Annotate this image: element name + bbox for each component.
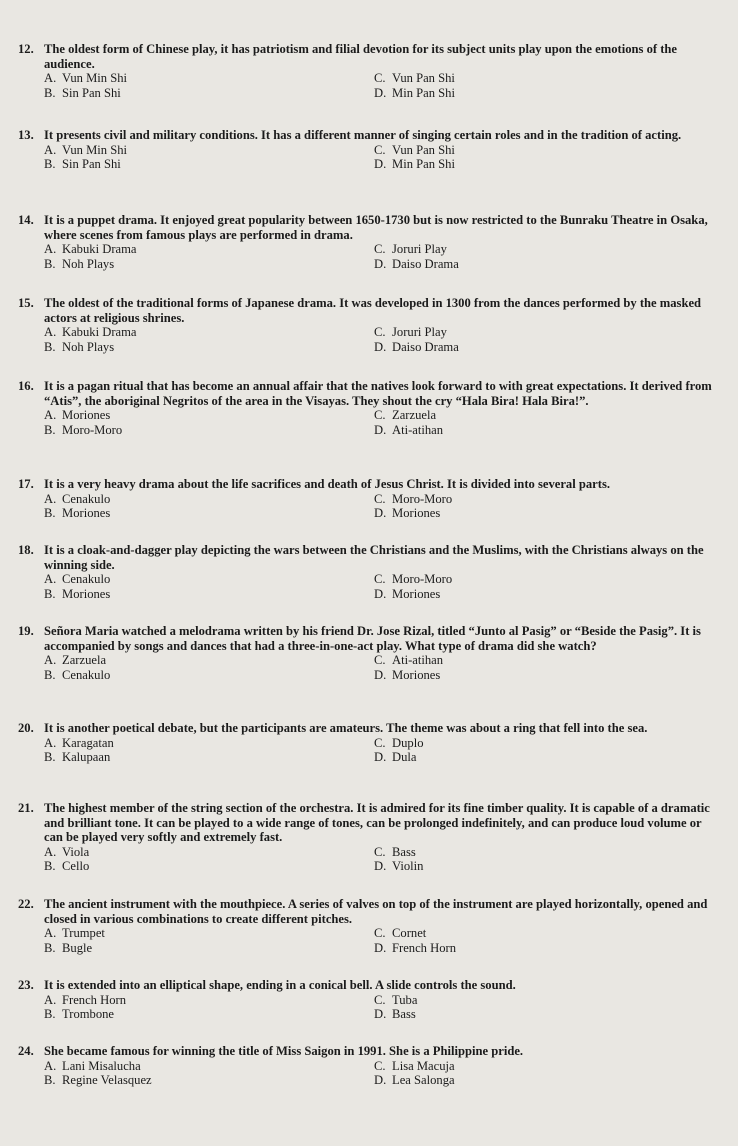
option-c: C. Joruri Play [374,325,447,340]
options [44,71,718,100]
option-b: B. Noh Plays [44,339,115,354]
question-24 [18,1044,718,1088]
option-text: Bugle [62,940,93,955]
question-stem [18,897,718,926]
question-stem [18,624,718,653]
question-stem [18,978,718,993]
question-text: It is a cloak-and-dagger play depicting the wars between the Christians and the Muslims, with the Christians always on the winning side. [44,543,704,572]
option-text: Violin [392,859,424,874]
question-number: 19. [18,624,34,638]
options [44,993,718,1022]
option-text: Moriones [62,506,111,521]
option-c: C. Vun Pan Shi [374,142,455,157]
question-number: 18. [18,543,34,557]
option-text: Moro-Moro [62,422,123,437]
question-number: 22. [18,897,34,911]
question-stem [18,801,718,845]
question-text: It is a puppet drama. It enjoyed great popularity between 1650-1730 but is now restricted to the Bunraku Theatre in Osaka, where scenes from famous plays are performed in drama. [44,213,708,242]
question-number: 21. [18,801,34,815]
option-c: C. Zarzuela [374,408,437,423]
option-c: C. Vun Pan Shi [374,71,455,86]
question-number: 13. [18,128,34,142]
question-text: It is a pagan ritual that has become an annual affair that the natives look forward to with great expectations. It derived from “Atis”, the aboriginal Negritos of the area in the Visayas. They shout the cry “Hala Bira! Hala Bira!”. [44,379,712,408]
option-text: Daiso Drama [392,339,459,354]
option-b: B. Sin Pan Shi [44,157,121,172]
option-text: Kabuki Drama [62,242,137,257]
option-text: Moro-Moro [392,491,453,506]
option-d: D. Moriones [374,586,441,601]
options [44,653,718,682]
option-b: B. Cenakulo [44,667,111,682]
question-23 [18,978,718,1022]
option-d: D. Lea Salonga [374,1073,455,1088]
question-number: 15. [18,296,34,310]
option-text: Sin Pan Shi [62,157,121,172]
options [44,926,718,955]
options [44,408,718,437]
question-text: The highest member of the string section of the orchestra. It is admired for its fine timber quality. It is capable of a dramatic and brilliant tone. It can be played to a wide range of tones, can be prolonged indefinitely, and can produce loud volume or can be played very softly and extremely fast. [44,801,710,845]
question-19 [18,624,718,682]
question-text: The ancient instrument with the mouthpiece. A series of valves on top of the instrument are played horizontally, opened and closed in various combinations to create different pitches. [44,897,708,926]
question-number: 20. [18,721,34,735]
option-text: Vun Pan Shi [392,142,455,157]
option-text: Zarzuela [392,408,437,423]
option-text: Min Pan Shi [392,85,455,100]
options [44,1059,718,1088]
option-text: Noh Plays [62,256,115,271]
question-13 [18,128,718,172]
question-number: 24. [18,1044,34,1058]
options [44,492,718,521]
option-text: Trumpet [62,926,105,941]
question-stem [18,477,718,492]
question-17 [18,477,718,521]
option-text: Dula [392,750,417,765]
option-text: Ati-atihan [392,422,444,437]
option-a: A. Viola [44,844,90,859]
option-a: A. Cenakulo [44,491,111,506]
option-text: Duplo [392,735,424,750]
question-number: 14. [18,213,34,227]
option-d: D. Min Pan Shi [374,157,455,172]
option-a: A. French Horn [44,992,127,1007]
option-text: Joruri Play [392,325,447,340]
option-c: C. Lisa Macuja [374,1058,455,1073]
option-b: B. Moriones [44,586,111,601]
option-b: B. Bugle [44,940,93,955]
option-text: Zarzuela [62,653,107,668]
option-b: B. Sin Pan Shi [44,85,121,100]
option-d: D. Moriones [374,667,441,682]
option-text: Cenakulo [62,667,111,682]
option-b: B. Regine Velasquez [44,1073,152,1088]
option-text: Vun Pan Shi [392,71,455,86]
option-a: A. Kabuki Drama [44,325,137,340]
option-c: C. Joruri Play [374,242,447,257]
option-text: Regine Velasquez [62,1073,152,1088]
question-text: It is another poetical debate, but the participants are amateurs. The theme was about a ring that fell into the sea. [44,721,648,735]
question-number: 17. [18,477,34,491]
option-a: A. Cenakulo [44,572,111,587]
option-a: A. Moriones [44,408,111,423]
option-text: French Horn [62,992,127,1007]
option-text: Kabuki Drama [62,325,137,340]
option-a: A. Vun Min Shi [44,142,128,157]
option-text: Cello [62,859,90,874]
option-text: Moriones [392,506,441,521]
option-a: A. Trumpet [44,926,105,941]
option-c: C. Duplo [374,735,424,750]
question-stem [18,721,718,736]
question-stem [18,1044,718,1059]
question-stem [18,543,718,572]
option-text: Moriones [392,586,441,601]
option-text: Trombone [62,1007,115,1022]
question-text: She became famous for winning the title of Miss Saigon in 1991. She is a Philippine pride. [44,1044,524,1058]
option-a: A. Vun Min Shi [44,71,128,86]
question-22 [18,897,718,955]
option-text: Lea Salonga [392,1073,455,1088]
option-a: A. Zarzuela [44,653,107,668]
option-text: Viola [62,844,90,859]
question-stem [18,128,718,143]
option-text: Lani Misalucha [62,1058,141,1073]
option-d: D. Moriones [374,506,441,521]
option-c: C. Cornet [374,926,427,941]
question-15 [18,296,718,354]
option-text: Joruri Play [392,242,447,257]
options [44,143,718,172]
question-stem [18,42,718,71]
question-stem [18,379,718,408]
option-a: A. Kabuki Drama [44,242,137,257]
option-d: D. Ati-atihan [374,422,444,437]
option-d: D. Bass [374,1007,416,1022]
option-b: B. Moro-Moro [44,422,123,437]
option-text: Tuba [392,992,418,1007]
question-20 [18,721,718,765]
option-text: Moriones [392,667,441,682]
options [44,845,718,874]
question-14 [18,213,718,271]
option-text: Cornet [392,926,427,941]
option-text: Ati-atihan [392,653,444,668]
option-text: Vun Min Shi [62,71,128,86]
question-text: The oldest of the traditional forms of Japanese drama. It was developed in 1300 from the dances performed by the masked actors at religious shrines. [44,296,702,325]
option-c: C. Tuba [374,992,418,1007]
option-b: B. Noh Plays [44,256,115,271]
option-text: Kalupaan [62,750,111,765]
option-text: Bass [392,844,416,859]
question-text: It presents civil and military conditions. It has a different manner of singing certain roles and in the tradition of acting. [44,128,682,142]
option-text: Moro-Moro [392,572,453,587]
option-d: D. Dula [374,750,417,765]
question-text: It is extended into an elliptical shape, ending in a conical bell. A slide controls the sound. [44,978,516,992]
question-text: The oldest form of Chinese play, it has patriotism and filial devotion for its subject units play upon the emotions of the audience. [44,42,677,71]
option-text: Lisa Macuja [392,1058,455,1073]
options [44,242,718,271]
option-b: B. Cello [44,859,90,874]
option-d: D. Daiso Drama [374,339,459,354]
question-12 [18,42,718,100]
option-a: A. Karagatan [44,735,114,750]
option-text: Noh Plays [62,339,115,354]
option-text: French Horn [392,940,457,955]
option-text: Sin Pan Shi [62,85,121,100]
option-text: Vun Min Shi [62,142,128,157]
question-stem [18,296,718,325]
question-16 [18,379,718,437]
question-18 [18,543,718,601]
question-number: 12. [18,42,34,56]
option-text: Cenakulo [62,491,111,506]
option-a: A. Lani Misalucha [44,1058,141,1073]
option-text: Karagatan [62,735,114,750]
question-text: Señora Maria watched a melodrama written by his friend Dr. Jose Rizal, titled “Junto al Pasig” or “Beside the Pasig”. It is accompanied by songs and dances that had a three-in-one-act play. What type of drama did she watch? [44,624,701,653]
question-number: 23. [18,978,34,992]
options [44,572,718,601]
option-b: B. Moriones [44,506,111,521]
option-text: Moriones [62,408,111,423]
option-d: D. Daiso Drama [374,256,459,271]
option-b: B. Kalupaan [44,750,111,765]
options [44,736,718,765]
option-text: Min Pan Shi [392,157,455,172]
option-c: C. Moro-Moro [374,491,453,506]
option-text: Moriones [62,586,111,601]
option-text: Bass [392,1007,416,1022]
option-text: Cenakulo [62,572,111,587]
question-21 [18,801,718,874]
option-c: C. Ati-atihan [374,653,444,668]
question-stem [18,213,718,242]
option-c: C. Bass [374,844,416,859]
option-d: D. Violin [374,859,424,874]
option-b: B. Trombone [44,1007,115,1022]
option-d: D. Min Pan Shi [374,85,455,100]
option-d: D. French Horn [374,940,457,955]
options [44,325,718,354]
option-text: Daiso Drama [392,256,459,271]
question-number: 16. [18,379,34,393]
option-c: C. Moro-Moro [374,572,453,587]
question-text: It is a very heavy drama about the life sacrifices and death of Jesus Christ. It is divided into several parts. [44,477,610,491]
